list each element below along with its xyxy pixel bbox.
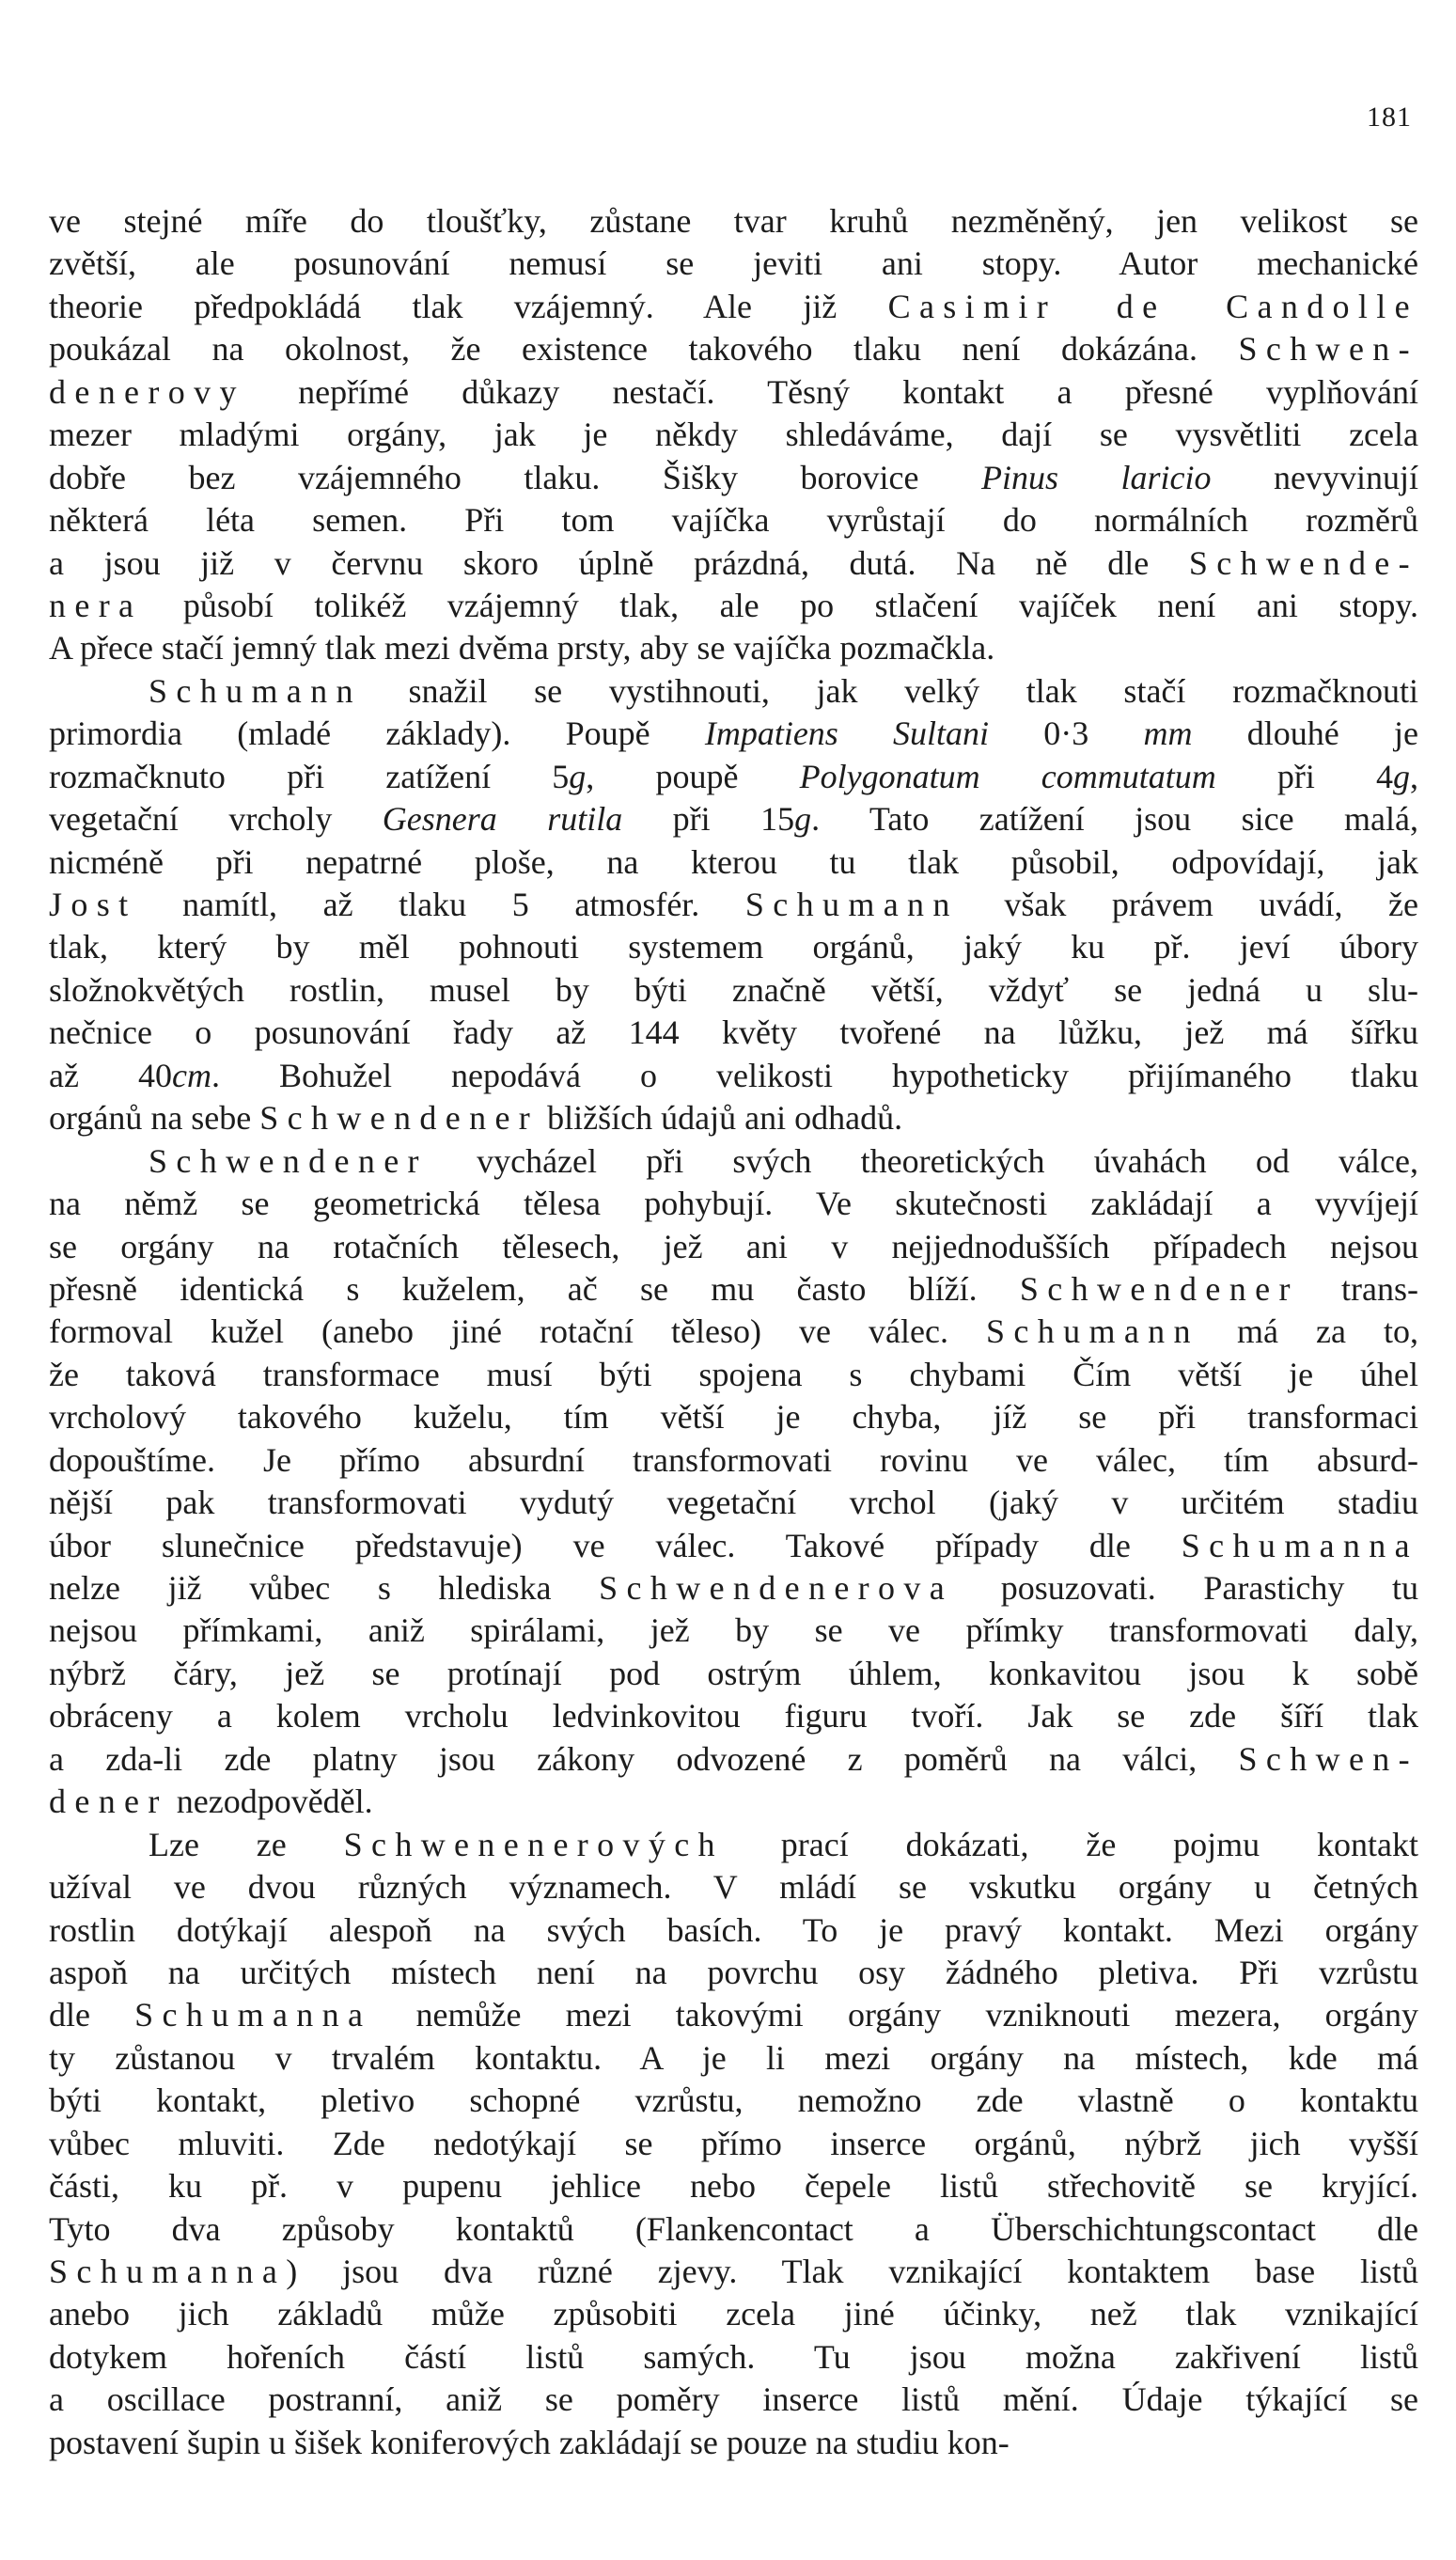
text-run: anebo jich základů může způsobiti zcela jiné účinky, než tlak vznikající	[49, 2295, 1418, 2333]
text-run: při 4	[1215, 757, 1393, 795]
text-run: Lze ze	[149, 1825, 344, 1863]
text-line	[49, 670, 1418, 713]
text-run: dotykem hořeních částí listů samých. Tu jsou možna zakřivení listů	[49, 2337, 1418, 2376]
text-run: mezer mladými orgány, jak je někdy shledáváme, dají se vysvětliti zcela	[49, 416, 1418, 454]
text-run: vrcholový takového kuželu, tím větší je chyba, jíž se při transformaci	[49, 1398, 1418, 1437]
spaced-name: Schumann	[149, 671, 362, 710]
text-line	[49, 2208, 1418, 2251]
text-line	[49, 1354, 1418, 1396]
text-line	[49, 1482, 1418, 1524]
spaced-name: Schwenenerových	[343, 1825, 724, 1863]
text-run: některá léta semen. Při tom vajíčka vyrůstají do normálních rozměrů	[49, 501, 1418, 540]
spaced-name: nera	[49, 586, 143, 624]
text-run: nicméně při nepatrné ploše, na kterou tu tlak působil, odpovídají, jak	[49, 842, 1418, 881]
text-run: ,	[1410, 757, 1418, 795]
text-run: a jsou již v červnu skoro úplně prázdná, dutá. Na ně dle	[49, 543, 1189, 582]
spaced-name: dener	[49, 1783, 168, 1821]
text-run: rostlin dotýkají alespoň na svých basích. To je pravý kontakt. Mezi orgány	[49, 1910, 1418, 1949]
text-run: má za to,	[1198, 1312, 1418, 1351]
spaced-name: Schumanna	[134, 1996, 372, 2034]
text-line	[49, 200, 1418, 243]
text-line	[49, 2080, 1418, 2122]
italic-term: g	[794, 800, 812, 839]
text-line	[49, 1653, 1418, 1695]
text-run: orgánů na sebe	[49, 1099, 260, 1138]
text-run: Tyto dva způsoby kontaktů (Flankencontact a Überschichtungscontact dle	[49, 2209, 1418, 2248]
text-run: bližších údajů ani odhadů.	[539, 1099, 903, 1138]
text-run: přesně identická s kuželem, ač se mu často blíží.	[49, 1269, 1020, 1308]
text-line	[49, 1952, 1418, 1994]
text-run: vycházel při svých theoretických úvahách od válce,	[427, 1141, 1418, 1180]
text-line	[49, 841, 1418, 884]
text-run: nýbrž čáry, jež se protínají pod ostrým úhlem, konkavitou jsou k sobě	[49, 1654, 1418, 1692]
text-line	[49, 926, 1418, 968]
text-run: dopouštíme. Je přímo absurdní transformovati rovinu ve válec, tím absurd-	[49, 1440, 1418, 1479]
text-line	[49, 286, 1418, 328]
text-run: nemůže mezi takovými orgány vzniknouti mezera, orgány	[371, 1996, 1418, 2034]
text-line	[49, 1268, 1418, 1311]
spaced-name: Schwende-	[1188, 543, 1418, 582]
text-run: rozmačknuto při zatížení 5	[49, 757, 570, 795]
text-line	[49, 1226, 1418, 1268]
text-run: trans-	[1298, 1269, 1419, 1308]
text-run: však právem uvádí, že	[958, 886, 1418, 923]
text-line	[49, 2037, 1418, 2080]
text-run: A přece stačí jemný tlak mezi dvěma prsty, aby se vajíčka pozmačkla.	[49, 629, 995, 667]
spaced-name: Schwendener	[1019, 1269, 1299, 1308]
text-run: složnokvětých rostlin, musel by býti značně větší, vždyť se jedná u slu-	[49, 970, 1418, 1009]
text-line	[49, 798, 1418, 840]
text-run: a oscillace postranní, aniž se poměry inserce listů mění. Údaje týkající se	[49, 2380, 1418, 2419]
text-line	[49, 1097, 1418, 1139]
page-number: 181	[1367, 102, 1412, 133]
text-run: býti kontakt, pletivo schopné vzrůstu, nemožno zde vlastně o kontaktu	[49, 2081, 1418, 2120]
text-run: theorie předpokládá tlak vzájemný. Ale již	[49, 287, 888, 325]
spaced-name: Schumann	[744, 886, 959, 923]
text-line	[49, 414, 1418, 456]
text-run: . Tato zatížení jsou sice malá,	[811, 800, 1418, 839]
spaced-name: Schumann	[986, 1312, 1199, 1351]
text-run: nelze již vůbec s hlediska	[49, 1569, 600, 1607]
spaced-name: Schumanna	[49, 2253, 287, 2290]
text-line	[49, 328, 1418, 370]
text-run: namítl, až tlaku 5 atmosfér.	[136, 886, 745, 923]
text-line	[49, 371, 1418, 414]
text-run: aspoň na určitých místech není na povrchu osy žádného pletiva. Při vzrůstu	[49, 1953, 1418, 1991]
text-line	[49, 1824, 1418, 1866]
text-line	[49, 969, 1418, 1012]
text-line	[49, 1610, 1418, 1652]
text-run: nezodpověděl.	[167, 1783, 373, 1821]
spaced-name: Schwendenerova	[599, 1569, 954, 1607]
text-line	[49, 1738, 1418, 1781]
text-line	[49, 2336, 1418, 2379]
italic-term: Gesnera rutila	[382, 800, 623, 839]
spaced-name: Schwen-	[1238, 330, 1418, 369]
text-line	[49, 2379, 1418, 2421]
text-run: nější pak transformovati vydutý vegetační vrchol (jaký v určitém stadiu	[49, 1484, 1418, 1522]
text-line	[49, 243, 1418, 285]
italic-term: g	[1393, 757, 1410, 795]
text-line	[49, 1439, 1418, 1482]
text-line	[49, 884, 1418, 926]
text-run: a zda-li zde platny jsou zákony odvozené z poměrů na válci,	[49, 1739, 1239, 1778]
italic-term: Pinus laricio	[980, 458, 1212, 496]
spaced-name: Schwen-	[1238, 1739, 1418, 1778]
text-line	[49, 585, 1418, 627]
text-line	[49, 2165, 1418, 2207]
text-line	[49, 627, 1418, 669]
text-run: postavení šupin u šišek koniferových zakládají se pouze na studiu kon-	[49, 2423, 1010, 2461]
spaced-name: Jost	[49, 886, 137, 923]
spaced-name: Schwendener	[259, 1099, 540, 1138]
text-run: nevyvinují	[1211, 458, 1419, 496]
text-run: obráceny a kolem vrcholu ledvinkovitou figuru tvoří. Jak se zde šíří tlak	[49, 1697, 1418, 1735]
text-line	[49, 1525, 1418, 1567]
text-line	[49, 1396, 1418, 1438]
text-run: nečnice o posunování řady až 144 květy tvořené na lůžku, jež má šířku	[49, 1013, 1418, 1052]
text-run: posuzovati. Parastichy tu	[953, 1569, 1418, 1607]
text-run: ve stejné míře do tloušťky, zůstane tvar kruhů nezměněný, jen velikost se	[49, 202, 1418, 240]
text-run: prací dokázati, že pojmu kontakt	[723, 1825, 1418, 1863]
text-run: dlouhé je	[1192, 715, 1418, 753]
text-line	[49, 2422, 1418, 2464]
text-run: ) jsou dva různé zjevy. Tlak vznikající kontaktem base listů	[286, 2253, 1418, 2290]
text-run: tlak, který by měl pohnouti systemem orgánů, jaký ku př. jeví úbory	[49, 928, 1418, 966]
text-line	[49, 1994, 1418, 2036]
text-line	[49, 542, 1418, 585]
text-line	[49, 1866, 1418, 1908]
text-line	[49, 1567, 1418, 1610]
text-run: dle	[49, 1996, 135, 2034]
spaced-name: Schumanna	[1181, 1526, 1418, 1564]
text-line	[49, 2123, 1418, 2165]
spaced-name: Schwendener	[149, 1141, 428, 1180]
italic-term: Impatiens Sultani	[704, 715, 990, 753]
text-run: poukázal na okolnost, že existence takového tlaku není dokázána.	[49, 330, 1239, 369]
text-line	[49, 1695, 1418, 1737]
text-line	[49, 499, 1418, 542]
text-line	[49, 2293, 1418, 2335]
text-run: úbor slunečnice představuje) ve válec. Takové případy dle	[49, 1526, 1182, 1564]
text-line	[49, 1055, 1418, 1097]
text-run: části, ku př. v pupenu jehlice nebo čepele listů střechovitě se kryjící.	[49, 2167, 1418, 2206]
text-run: dobře bez vzájemného tlaku. Šišky borovice	[49, 458, 981, 496]
text-line	[49, 1183, 1418, 1225]
text-run: vůbec mluviti. Zde nedotýkají se přímo inserce orgánů, nýbrž jich vyšší	[49, 2124, 1418, 2162]
text-line	[49, 713, 1418, 755]
text-run: ty zůstanou v trvalém kontaktu. A je li mezi orgány na místech, kde má	[49, 2038, 1418, 2077]
text-run: formoval kužel (anebo jiné rotační těleso) ve válec.	[49, 1312, 987, 1351]
italic-term: mm	[1143, 715, 1193, 753]
text-run: primordia (mladé základy). Poupě	[49, 715, 705, 753]
italic-term: g	[569, 757, 587, 795]
text-line	[49, 457, 1418, 499]
text-run: při 15	[622, 800, 795, 839]
spaced-name: Casimir de Candolle	[887, 287, 1418, 325]
text-run: nejsou přímkami, aniž spirálami, jež by se ve přímky transformovati daly,	[49, 1611, 1418, 1650]
text-run: . Bohužel nepodává o velikosti hypotheticky přijímaného tlaku	[211, 1056, 1418, 1094]
text-run: se orgány na rotačních tělesech, jež ani v nejjednodušších případech nejsou	[49, 1227, 1418, 1265]
text-run: že taková transformace musí býti spojena s chybami Čím větší je úhel	[49, 1355, 1418, 1393]
text-line	[49, 1012, 1418, 1054]
text-line	[49, 1909, 1418, 1952]
text-line	[49, 1311, 1418, 1353]
text-run: užíval ve dvou různých významech. V mládí se vskutku orgány u četných	[49, 1868, 1418, 1907]
italic-term: Polygonatum commutatum	[799, 757, 1216, 795]
text-run: až 40	[49, 1056, 172, 1094]
text-run: vegetační vrcholy	[49, 800, 383, 839]
text-run: působí tolikéž vzájemný tlak, ale po stlačení vajíček není ani stopy.	[142, 586, 1418, 624]
body-text	[49, 200, 1418, 2464]
text-line	[49, 2251, 1418, 2293]
text-run: nepřímé důkazy nestačí. Těsný kontakt a přesné vyplňování	[244, 372, 1418, 411]
text-run: na němž se geometrická tělesa pohybují. Ve skutečnosti zakládají a vyvíjejí	[49, 1185, 1418, 1223]
spaced-name: denerovy	[49, 372, 245, 411]
text-run: snažil se vystihnouti, jak velký tlak stačí rozmačknouti	[361, 671, 1418, 710]
text-line	[49, 1140, 1418, 1183]
italic-term: cm	[172, 1056, 211, 1094]
text-run: 0·3	[989, 715, 1144, 753]
text-run: zvětší, ale posunování nemusí se jeviti ani stopy. Autor mechanické	[49, 244, 1418, 283]
text-line	[49, 756, 1418, 798]
text-run: , poupě	[586, 757, 800, 795]
text-line	[49, 1781, 1418, 1823]
